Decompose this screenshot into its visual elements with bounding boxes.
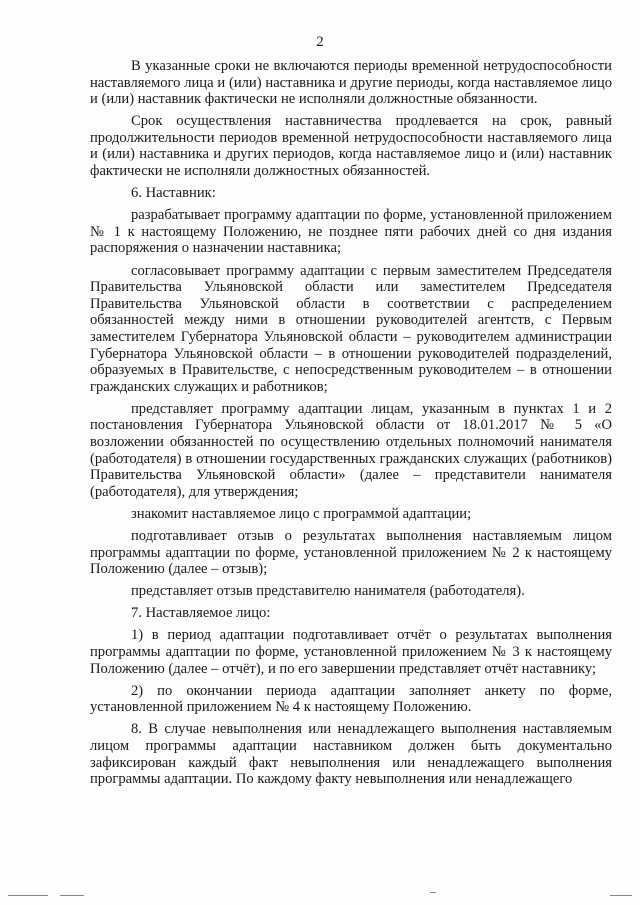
paragraph-submits-program: представляет программу адаптации лицам, указанным в пунктах 1 и 2 постановления Губернатора Ульяновской области от 18.01.2017 № 5 «О возложении обязанностей по осуществлению отдельных полномочий нанимателя (работодателя) в отношении государственных гражданских служащих (работников) Правительства Ульяновской области» (далее – представители нанимателя (работодателя), для утверждения; xyxy=(90,400,612,500)
paragraph-prepares-review: подготавливает отзыв о результатах выполнения наставляемым лицом программы адаптации по форме, установленной приложением № 2 к настоящему Положению (далее – отзыв); xyxy=(90,527,612,578)
document-body xyxy=(90,58,612,788)
paragraph-section-7-heading: 7. Наставляемое лицо: xyxy=(131,605,271,622)
paragraph-submits-review: представляет отзыв представителю нанимателя (работодателя). xyxy=(131,583,525,600)
paragraph-term-extension: Срок осуществления наставничества продлевается на срок, равный продолжительности периодов временной нетрудоспособности наставляемого лица и (или) наставника и других периодов, когда наставляемое лицо и (или) наставник фактически не исполняли должностных обязанностей. xyxy=(90,113,612,180)
paragraph-develops-program: разрабатывает программу адаптации по форме, установленной приложением № 1 к настоящему Положению, не позднее пяти рабочих дней со дня издания распоряжения о назначении наставника; xyxy=(90,207,612,257)
paragraph-mentee-questionnaire: 2) по окончании периода адаптации заполняет анкету по форме, установленной приложением № 4 к настоящему Положению. xyxy=(90,682,612,716)
scan-edge-marks xyxy=(0,892,640,898)
paragraph-excluded-periods: В указанные сроки не включаются периоды временной нетрудоспособности наставляемого лица и (или) наставника и другие периоды, когда наставляемое лицо и (или) наставник фактически не исполняли должностные обязанности. xyxy=(90,58,612,108)
page-number: 2 xyxy=(316,34,324,50)
paragraph-section-8: 8. В случае невыполнения или ненадлежащего выполнения наставляемым лицом программы адаптации наставником должен быть документально зафиксирован каждый факт невыполнения или ненадлежащего выполнения программы адаптации. По каждому факту невыполнения или ненадлежащего xyxy=(90,721,612,788)
paragraph-section-6-heading: 6. Наставник: xyxy=(131,185,216,202)
paragraph-mentee-report: 1) в период адаптации подготавливает отчёт о результатах выполнения программы адаптации по форме, установленной приложением № 3 к настоящему Положению (далее – отчёт), и по его завершении представляет отчёт наставнику; xyxy=(90,627,612,677)
paragraph-agrees-program: согласовывает программу адаптации с первым заместителем Председателя Правительства Ульяновской области или заместителем Председателя Правительства Ульяновской области в соответствии с распределением обязанностей между ними в отношении руководителей агентств, с Первым заместителем Губернатора Ульяновской области – руководителем администрации Губернатора Ульяновской области – в отношении руководителей подразделений, образуемых в Правительстве, с непосредственным руководителем – в отношении гражданских служащих и работников; xyxy=(90,262,612,395)
paragraph-familiarizes: знакомит наставляемое лицо с программой адаптации; xyxy=(131,505,472,522)
